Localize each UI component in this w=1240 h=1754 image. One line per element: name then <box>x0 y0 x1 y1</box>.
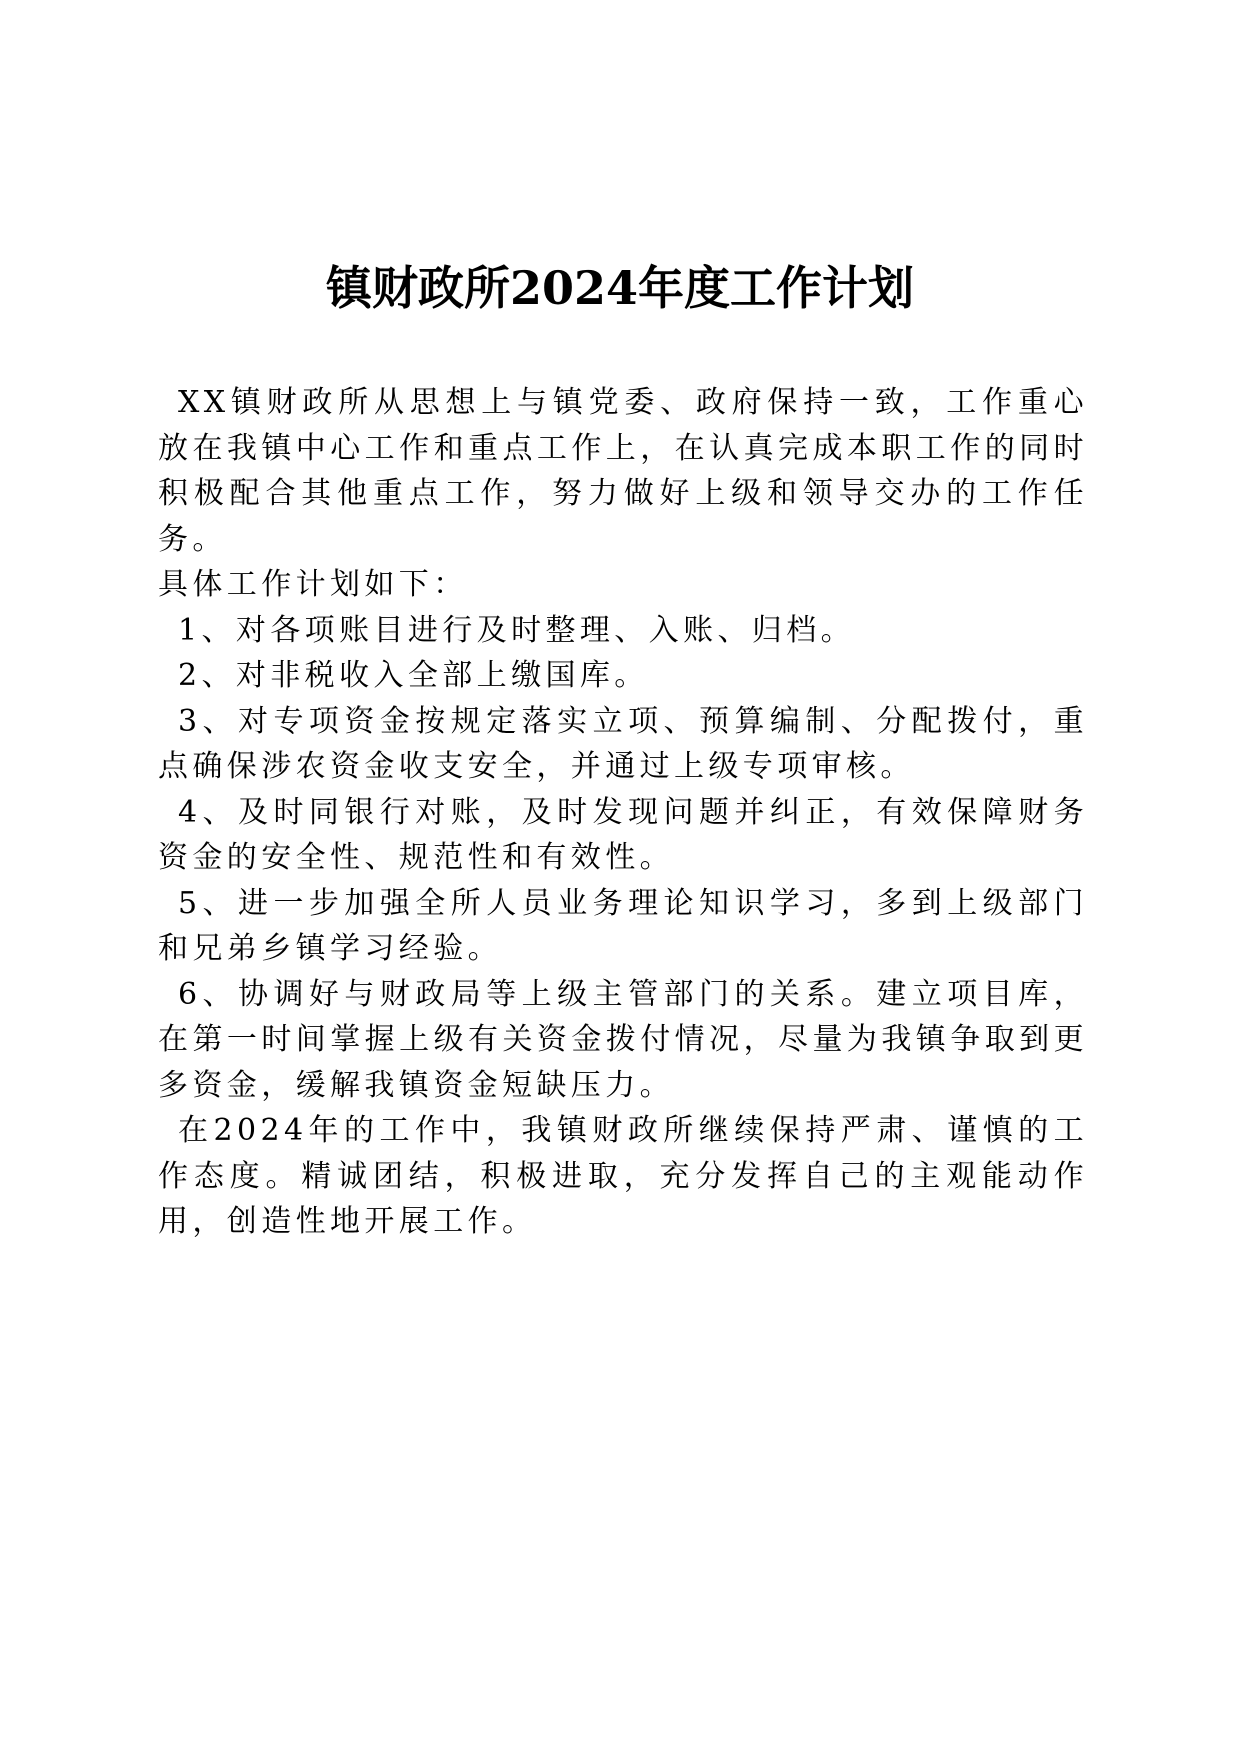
list-item-3: 3、对专项资金按规定落实立项、预算编制、分配拨付，重点确保涉农资金收支安全，并通过上级专项审核。 <box>158 703 1088 784</box>
document-body <box>158 380 1088 1245</box>
list-item-5: 5、进一步加强全所人员业务理论知识学习，多到上级部门和兄弟乡镇学习经验。 <box>158 885 1088 966</box>
list-item-4: 4、及时同银行对账，及时发现问题并纠正，有效保障财务资金的安全性、规范性和有效性。 <box>158 794 1088 875</box>
paragraph-intro: XX镇财政所从思想上与镇党委、政府保持一致，工作重心放在我镇中心工作和重点工作上，在认真完成本职工作的同时积极配合其他重点工作，努力做好上级和领导交办的工作任务。 <box>158 385 1088 557</box>
list-item-1: 1、对各项账目进行及时整理、入账、归档。 <box>178 612 856 648</box>
paragraph-plan-heading: 具体工作计划如下： <box>158 567 468 602</box>
list-item-2: 2、对非税收入全部上缴国库。 <box>178 658 649 693</box>
list-item-6: 6、协调好与财政局等上级主管部门的关系。建立项目库，在第一时间掌握上级有关资金拨付情况，尽量为我镇争取到更多资金，缓解我镇资金短缺压力。 <box>158 976 1088 1103</box>
document-title: 镇财政所2024年度工作计划 <box>325 261 915 315</box>
paragraph-conclusion: 在2024年的工作中，我镇财政所继续保持严肃、谨慎的工作态度。精诚团结，积极进取，充分发挥自己的主观能动作用，创造性地开展工作。 <box>158 1113 1088 1239</box>
